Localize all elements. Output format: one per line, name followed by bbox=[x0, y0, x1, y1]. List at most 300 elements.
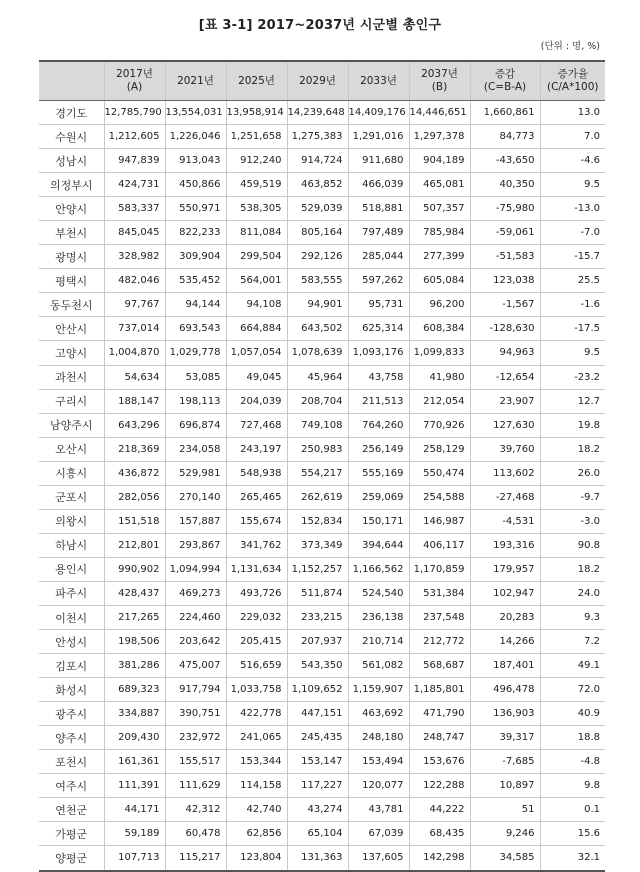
value-cell: 583,555 bbox=[287, 269, 348, 293]
value-cell: 466,039 bbox=[348, 173, 409, 197]
value-cell: 1,152,257 bbox=[287, 557, 348, 581]
region-name-cell: 오산시 bbox=[39, 437, 104, 461]
value-cell: 136,903 bbox=[470, 702, 540, 726]
value-cell: 1,170,859 bbox=[409, 557, 470, 581]
value-cell: 14,446,651 bbox=[409, 101, 470, 125]
value-cell: 40,350 bbox=[470, 173, 540, 197]
value-cell: 341,762 bbox=[226, 533, 287, 557]
value-cell: 13.0 bbox=[540, 101, 605, 125]
value-cell: 428,437 bbox=[104, 581, 165, 605]
value-cell: -75,980 bbox=[470, 197, 540, 221]
value-cell: 265,465 bbox=[226, 485, 287, 509]
column-header-change: 증감 (C=B-A) bbox=[470, 61, 540, 101]
region-name-cell: 김포시 bbox=[39, 654, 104, 678]
value-cell: 142,298 bbox=[409, 846, 470, 871]
value-cell: 9.5 bbox=[540, 341, 605, 365]
value-cell: 1,109,652 bbox=[287, 678, 348, 702]
value-cell: 390,751 bbox=[165, 702, 226, 726]
value-cell: 381,286 bbox=[104, 654, 165, 678]
value-cell: 115,217 bbox=[165, 846, 226, 871]
value-cell: 131,363 bbox=[287, 846, 348, 871]
value-cell: 153,676 bbox=[409, 750, 470, 774]
region-name-cell: 하남시 bbox=[39, 533, 104, 557]
value-cell: 911,680 bbox=[348, 149, 409, 173]
value-cell: 1,099,833 bbox=[409, 341, 470, 365]
value-cell: -51,583 bbox=[470, 245, 540, 269]
region-name-cell: 의왕시 bbox=[39, 509, 104, 533]
table-row bbox=[39, 485, 605, 509]
value-cell: 43,274 bbox=[287, 798, 348, 822]
value-cell: 205,415 bbox=[226, 630, 287, 654]
value-cell: 471,790 bbox=[409, 702, 470, 726]
value-cell: 19.8 bbox=[540, 413, 605, 437]
region-name-cell: 동두천시 bbox=[39, 293, 104, 317]
value-cell: 179,957 bbox=[470, 557, 540, 581]
value-cell: 538,305 bbox=[226, 197, 287, 221]
value-cell: 24.0 bbox=[540, 581, 605, 605]
value-cell: 212,772 bbox=[409, 630, 470, 654]
value-cell: 990,902 bbox=[104, 557, 165, 581]
table-row bbox=[39, 221, 605, 245]
table-row bbox=[39, 846, 605, 871]
value-cell: 217,265 bbox=[104, 605, 165, 629]
value-cell: 737,014 bbox=[104, 317, 165, 341]
value-cell: 94,108 bbox=[226, 293, 287, 317]
table-row bbox=[39, 509, 605, 533]
value-cell: -7.0 bbox=[540, 221, 605, 245]
value-cell: 625,314 bbox=[348, 317, 409, 341]
value-cell: 65,104 bbox=[287, 822, 348, 846]
value-cell: -15.7 bbox=[540, 245, 605, 269]
value-cell: 72.0 bbox=[540, 678, 605, 702]
value-cell: 14,239,648 bbox=[287, 101, 348, 125]
region-name-cell: 의정부시 bbox=[39, 173, 104, 197]
region-name-cell: 구리시 bbox=[39, 389, 104, 413]
table-row bbox=[39, 605, 605, 629]
value-cell: 334,887 bbox=[104, 702, 165, 726]
region-name-cell: 성남시 bbox=[39, 149, 104, 173]
value-cell: 94,144 bbox=[165, 293, 226, 317]
value-cell: 917,794 bbox=[165, 678, 226, 702]
value-cell: 13,554,031 bbox=[165, 101, 226, 125]
value-cell: 111,629 bbox=[165, 774, 226, 798]
value-cell: 113,602 bbox=[470, 461, 540, 485]
value-cell: 111,391 bbox=[104, 774, 165, 798]
value-cell: 34,585 bbox=[470, 846, 540, 871]
value-cell: 605,084 bbox=[409, 269, 470, 293]
value-cell: 114,158 bbox=[226, 774, 287, 798]
value-cell: 424,731 bbox=[104, 173, 165, 197]
value-cell: 493,726 bbox=[226, 581, 287, 605]
value-cell: 406,117 bbox=[409, 533, 470, 557]
value-cell: 84,773 bbox=[470, 125, 540, 149]
value-cell: 161,361 bbox=[104, 750, 165, 774]
value-cell: 122,288 bbox=[409, 774, 470, 798]
value-cell: 583,337 bbox=[104, 197, 165, 221]
value-cell: 26.0 bbox=[540, 461, 605, 485]
value-cell: 248,180 bbox=[348, 726, 409, 750]
value-cell: 241,065 bbox=[226, 726, 287, 750]
value-cell: 41,980 bbox=[409, 365, 470, 389]
value-cell: 60,478 bbox=[165, 822, 226, 846]
value-cell: 127,630 bbox=[470, 413, 540, 437]
value-cell: 568,687 bbox=[409, 654, 470, 678]
region-name-cell: 이천시 bbox=[39, 605, 104, 629]
value-cell: 153,344 bbox=[226, 750, 287, 774]
value-cell: 1,226,046 bbox=[165, 125, 226, 149]
value-cell: 49.1 bbox=[540, 654, 605, 678]
region-name-cell: 가평군 bbox=[39, 822, 104, 846]
value-cell: 507,357 bbox=[409, 197, 470, 221]
value-cell: -9.7 bbox=[540, 485, 605, 509]
value-cell: 25.5 bbox=[540, 269, 605, 293]
value-cell: 62,856 bbox=[226, 822, 287, 846]
region-name-cell: 포천시 bbox=[39, 750, 104, 774]
value-cell: 210,714 bbox=[348, 630, 409, 654]
value-cell: -4.6 bbox=[540, 149, 605, 173]
table-row bbox=[39, 197, 605, 221]
value-cell: 97,767 bbox=[104, 293, 165, 317]
table-row bbox=[39, 245, 605, 269]
value-cell: 1,212,605 bbox=[104, 125, 165, 149]
region-name-cell: 남양주시 bbox=[39, 413, 104, 437]
value-cell: -23.2 bbox=[540, 365, 605, 389]
value-cell: 561,082 bbox=[348, 654, 409, 678]
region-name-cell: 파주시 bbox=[39, 581, 104, 605]
value-cell: 469,273 bbox=[165, 581, 226, 605]
value-cell: 32.1 bbox=[540, 846, 605, 871]
value-cell: 912,240 bbox=[226, 149, 287, 173]
value-cell: 94,901 bbox=[287, 293, 348, 317]
column-header-2029: 2029년 bbox=[287, 61, 348, 101]
table-row bbox=[39, 389, 605, 413]
value-cell: 193,316 bbox=[470, 533, 540, 557]
value-cell: 1,057,054 bbox=[226, 341, 287, 365]
value-cell: 212,801 bbox=[104, 533, 165, 557]
value-cell: 188,147 bbox=[104, 389, 165, 413]
value-cell: 153,494 bbox=[348, 750, 409, 774]
value-cell: -13.0 bbox=[540, 197, 605, 221]
value-cell: 236,138 bbox=[348, 605, 409, 629]
value-cell: 18.2 bbox=[540, 557, 605, 581]
value-cell: 234,058 bbox=[165, 437, 226, 461]
table-row bbox=[39, 173, 605, 197]
table-row bbox=[39, 630, 605, 654]
region-name-cell: 군포시 bbox=[39, 485, 104, 509]
value-cell: 14,266 bbox=[470, 630, 540, 654]
column-header-2017: 2017년 (A) bbox=[104, 61, 165, 101]
value-cell: 554,217 bbox=[287, 461, 348, 485]
value-cell: 727,468 bbox=[226, 413, 287, 437]
value-cell: -4,531 bbox=[470, 509, 540, 533]
region-name-cell: 광명시 bbox=[39, 245, 104, 269]
value-cell: 152,834 bbox=[287, 509, 348, 533]
value-cell: 262,619 bbox=[287, 485, 348, 509]
value-cell: 198,506 bbox=[104, 630, 165, 654]
value-cell: 18.2 bbox=[540, 437, 605, 461]
value-cell: 155,674 bbox=[226, 509, 287, 533]
value-cell: 913,043 bbox=[165, 149, 226, 173]
value-cell: 96,200 bbox=[409, 293, 470, 317]
value-cell: 218,369 bbox=[104, 437, 165, 461]
value-cell: 207,937 bbox=[287, 630, 348, 654]
value-cell: 482,046 bbox=[104, 269, 165, 293]
column-header-growth-rate: 증가율 (C/A*100) bbox=[540, 61, 605, 101]
table-row bbox=[39, 581, 605, 605]
value-cell: 90.8 bbox=[540, 533, 605, 557]
table-row bbox=[39, 269, 605, 293]
region-name-cell: 용인시 bbox=[39, 557, 104, 581]
table-row bbox=[39, 726, 605, 750]
value-cell: -43,650 bbox=[470, 149, 540, 173]
value-cell: 212,054 bbox=[409, 389, 470, 413]
value-cell: 123,804 bbox=[226, 846, 287, 871]
table-body bbox=[39, 101, 605, 871]
value-cell: 12,785,790 bbox=[104, 101, 165, 125]
value-cell: 0.1 bbox=[540, 798, 605, 822]
value-cell: 373,349 bbox=[287, 533, 348, 557]
value-cell: 250,983 bbox=[287, 437, 348, 461]
value-cell: 9.3 bbox=[540, 605, 605, 629]
value-cell: 258,129 bbox=[409, 437, 470, 461]
value-cell: 204,039 bbox=[226, 389, 287, 413]
value-cell: 1,297,378 bbox=[409, 125, 470, 149]
value-cell: 42,740 bbox=[226, 798, 287, 822]
region-name-cell: 화성시 bbox=[39, 678, 104, 702]
region-name-cell: 평택시 bbox=[39, 269, 104, 293]
value-cell: 535,452 bbox=[165, 269, 226, 293]
value-cell: -27,468 bbox=[470, 485, 540, 509]
value-cell: 39,317 bbox=[470, 726, 540, 750]
value-cell: 39,760 bbox=[470, 437, 540, 461]
value-cell: 450,866 bbox=[165, 173, 226, 197]
value-cell: 328,982 bbox=[104, 245, 165, 269]
table-row bbox=[39, 750, 605, 774]
region-name-cell: 광주시 bbox=[39, 702, 104, 726]
value-cell: 45,964 bbox=[287, 365, 348, 389]
value-cell: 107,713 bbox=[104, 846, 165, 871]
table-row bbox=[39, 437, 605, 461]
value-cell: 696,874 bbox=[165, 413, 226, 437]
table-row bbox=[39, 798, 605, 822]
value-cell: 1,033,758 bbox=[226, 678, 287, 702]
value-cell: 117,227 bbox=[287, 774, 348, 798]
value-cell: 229,032 bbox=[226, 605, 287, 629]
value-cell: 146,987 bbox=[409, 509, 470, 533]
value-cell: 465,081 bbox=[409, 173, 470, 197]
value-cell: 282,056 bbox=[104, 485, 165, 509]
region-name-cell: 연천군 bbox=[39, 798, 104, 822]
column-header-2037: 2037년 (B) bbox=[409, 61, 470, 101]
header-row bbox=[39, 61, 605, 101]
value-cell: 208,704 bbox=[287, 389, 348, 413]
value-cell: 10,897 bbox=[470, 774, 540, 798]
region-name-cell: 시흥시 bbox=[39, 461, 104, 485]
value-cell: 23,907 bbox=[470, 389, 540, 413]
value-cell: 1,004,870 bbox=[104, 341, 165, 365]
value-cell: 749,108 bbox=[287, 413, 348, 437]
value-cell: 198,113 bbox=[165, 389, 226, 413]
value-cell: 548,938 bbox=[226, 461, 287, 485]
value-cell: 597,262 bbox=[348, 269, 409, 293]
value-cell: 1,159,907 bbox=[348, 678, 409, 702]
value-cell: 7.0 bbox=[540, 125, 605, 149]
value-cell: 459,519 bbox=[226, 173, 287, 197]
value-cell: 463,692 bbox=[348, 702, 409, 726]
region-name-cell: 수원시 bbox=[39, 125, 104, 149]
value-cell: 53,085 bbox=[165, 365, 226, 389]
value-cell: -12,654 bbox=[470, 365, 540, 389]
table-row bbox=[39, 149, 605, 173]
value-cell: 496,478 bbox=[470, 678, 540, 702]
value-cell: 42,312 bbox=[165, 798, 226, 822]
value-cell: -1,567 bbox=[470, 293, 540, 317]
value-cell: 15.6 bbox=[540, 822, 605, 846]
value-cell: 67,039 bbox=[348, 822, 409, 846]
value-cell: 770,926 bbox=[409, 413, 470, 437]
value-cell: -17.5 bbox=[540, 317, 605, 341]
value-cell: 224,460 bbox=[165, 605, 226, 629]
table-row bbox=[39, 822, 605, 846]
region-name-cell: 부천시 bbox=[39, 221, 104, 245]
value-cell: 102,947 bbox=[470, 581, 540, 605]
value-cell: 845,045 bbox=[104, 221, 165, 245]
value-cell: 422,778 bbox=[226, 702, 287, 726]
unit-note: (단위 : 명, %) bbox=[540, 41, 600, 52]
value-cell: 463,852 bbox=[287, 173, 348, 197]
table-row bbox=[39, 101, 605, 125]
table-row bbox=[39, 413, 605, 437]
value-cell: 243,197 bbox=[226, 437, 287, 461]
value-cell: -128,630 bbox=[470, 317, 540, 341]
column-header-2033: 2033년 bbox=[348, 61, 409, 101]
value-cell: 209,430 bbox=[104, 726, 165, 750]
value-cell: -7,685 bbox=[470, 750, 540, 774]
value-cell: 1,078,639 bbox=[287, 341, 348, 365]
table-row bbox=[39, 774, 605, 798]
value-cell: 518,881 bbox=[348, 197, 409, 221]
value-cell: 947,839 bbox=[104, 149, 165, 173]
value-cell: 51 bbox=[470, 798, 540, 822]
value-cell: 785,984 bbox=[409, 221, 470, 245]
region-name-cell: 양평군 bbox=[39, 846, 104, 871]
value-cell: 43,781 bbox=[348, 798, 409, 822]
value-cell: 555,169 bbox=[348, 461, 409, 485]
value-cell: 511,874 bbox=[287, 581, 348, 605]
value-cell: 543,350 bbox=[287, 654, 348, 678]
value-cell: 254,588 bbox=[409, 485, 470, 509]
value-cell: 1,166,562 bbox=[348, 557, 409, 581]
value-cell: 550,474 bbox=[409, 461, 470, 485]
value-cell: 531,384 bbox=[409, 581, 470, 605]
value-cell: 123,038 bbox=[470, 269, 540, 293]
value-cell: 44,222 bbox=[409, 798, 470, 822]
table-row bbox=[39, 317, 605, 341]
value-cell: 1,131,634 bbox=[226, 557, 287, 581]
value-cell: 529,039 bbox=[287, 197, 348, 221]
value-cell: 18.8 bbox=[540, 726, 605, 750]
value-cell: 1,275,383 bbox=[287, 125, 348, 149]
table-row bbox=[39, 293, 605, 317]
value-cell: 689,323 bbox=[104, 678, 165, 702]
value-cell: 436,872 bbox=[104, 461, 165, 485]
value-cell: 564,001 bbox=[226, 269, 287, 293]
value-cell: 54,634 bbox=[104, 365, 165, 389]
value-cell: 447,151 bbox=[287, 702, 348, 726]
value-cell: -4.8 bbox=[540, 750, 605, 774]
value-cell: -1.6 bbox=[540, 293, 605, 317]
value-cell: 13,958,914 bbox=[226, 101, 287, 125]
value-cell: 49,045 bbox=[226, 365, 287, 389]
value-cell: 293,867 bbox=[165, 533, 226, 557]
value-cell: 233,215 bbox=[287, 605, 348, 629]
value-cell: 95,731 bbox=[348, 293, 409, 317]
region-name-cell: 안양시 bbox=[39, 197, 104, 221]
region-name-cell: 여주시 bbox=[39, 774, 104, 798]
region-name-cell: 과천시 bbox=[39, 365, 104, 389]
value-cell: 764,260 bbox=[348, 413, 409, 437]
value-cell: 1,094,994 bbox=[165, 557, 226, 581]
value-cell: 1,185,801 bbox=[409, 678, 470, 702]
table-row bbox=[39, 678, 605, 702]
value-cell: 256,149 bbox=[348, 437, 409, 461]
table-row bbox=[39, 557, 605, 581]
value-cell: 516,659 bbox=[226, 654, 287, 678]
value-cell: 155,517 bbox=[165, 750, 226, 774]
region-name-cell: 고양시 bbox=[39, 341, 104, 365]
value-cell: 664,884 bbox=[226, 317, 287, 341]
value-cell: 150,171 bbox=[348, 509, 409, 533]
table-row bbox=[39, 461, 605, 485]
table-row bbox=[39, 533, 605, 557]
value-cell: 9,246 bbox=[470, 822, 540, 846]
value-cell: 1,093,176 bbox=[348, 341, 409, 365]
value-cell: 797,489 bbox=[348, 221, 409, 245]
value-cell: 7.2 bbox=[540, 630, 605, 654]
value-cell: 14,409,176 bbox=[348, 101, 409, 125]
table-row bbox=[39, 702, 605, 726]
value-cell: 68,435 bbox=[409, 822, 470, 846]
value-cell: 529,981 bbox=[165, 461, 226, 485]
value-cell: 822,233 bbox=[165, 221, 226, 245]
value-cell: 151,518 bbox=[104, 509, 165, 533]
column-header-region bbox=[39, 61, 104, 101]
value-cell: 245,435 bbox=[287, 726, 348, 750]
value-cell: -59,061 bbox=[470, 221, 540, 245]
value-cell: 524,540 bbox=[348, 581, 409, 605]
value-cell: 693,543 bbox=[165, 317, 226, 341]
table-row bbox=[39, 341, 605, 365]
column-header-2025: 2025년 bbox=[226, 61, 287, 101]
value-cell: 237,548 bbox=[409, 605, 470, 629]
value-cell: 211,513 bbox=[348, 389, 409, 413]
value-cell: 43,758 bbox=[348, 365, 409, 389]
value-cell: 277,399 bbox=[409, 245, 470, 269]
table-row bbox=[39, 125, 605, 149]
value-cell: 259,069 bbox=[348, 485, 409, 509]
table-row bbox=[39, 365, 605, 389]
value-cell: 187,401 bbox=[470, 654, 540, 678]
population-table bbox=[39, 60, 605, 872]
table-row bbox=[39, 654, 605, 678]
value-cell: 248,747 bbox=[409, 726, 470, 750]
value-cell: 270,140 bbox=[165, 485, 226, 509]
value-cell: 643,502 bbox=[287, 317, 348, 341]
value-cell: 394,644 bbox=[348, 533, 409, 557]
value-cell: 232,972 bbox=[165, 726, 226, 750]
value-cell: 9.8 bbox=[540, 774, 605, 798]
value-cell: 44,171 bbox=[104, 798, 165, 822]
